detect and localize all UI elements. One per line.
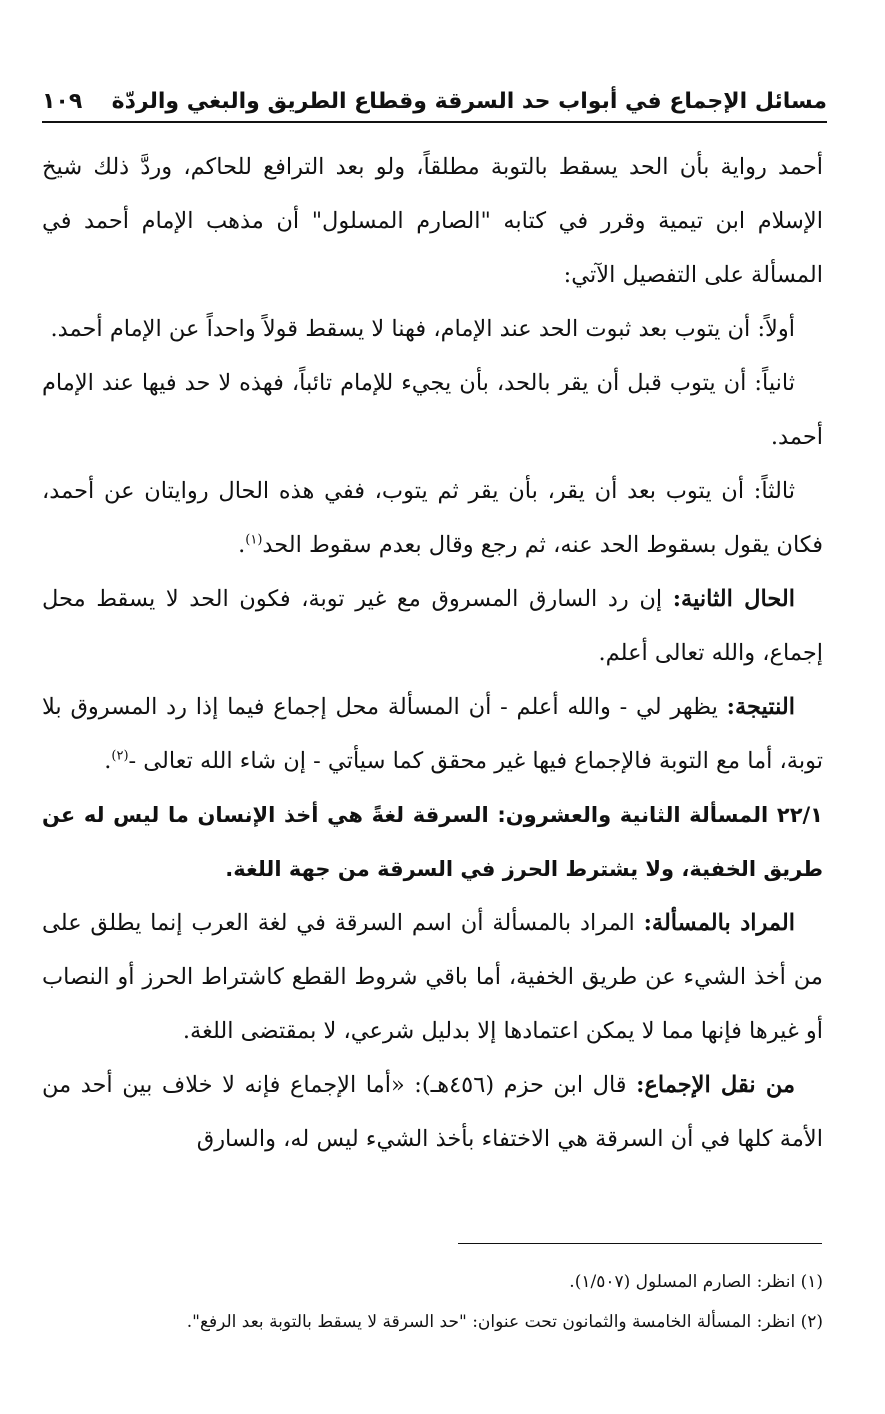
footnote-ref-1: (١) bbox=[245, 532, 263, 548]
case-two-text: إن رد السارق المسروق مع غير توبة، فكون الحد لا يسقط محل إجماع، والله تعالى أعلم. bbox=[42, 586, 823, 666]
paragraph-meaning bbox=[42, 896, 823, 1058]
meaning-text: المراد بالمسألة أن اسم السرقة في لغة العرب إنما يطلق على من أخذ الشيء عن طريق الخفية، أما باقي شروط القطع كاشتراط الحرز أو النصاب أو غيرها فإنها مما لا يمكن اعتمادها إلا بدليل شرعي، لا بمقتضى اللغة. bbox=[42, 910, 823, 1044]
paragraph-case-two bbox=[42, 572, 823, 680]
issue-heading: ٢٢/١ المسألة الثانية والعشرون: السرقة لغةً هي أخذ الإنسان ما ليس له عن طريق الخفية، ولا يشترط الحرز في السرقة من جهة اللغة. bbox=[42, 803, 823, 881]
result-label: النتيجة: bbox=[726, 694, 796, 720]
paragraph-result: النتيجة: يظهر لي - والله أعلم - أن المسألة محل إجماع فيما إذا رد المسروق بلا توبة، أما مع التوبة فالإجماع فيها غير محقق كما سيأتي - إن شاء الله تعالى -$^{(٢)}$. bbox=[42, 694, 823, 774]
footnote-ref-2: (٢) bbox=[111, 748, 129, 764]
consensus-label: من نقل الإجماع: bbox=[636, 1072, 796, 1098]
running-title: مسائل الإجماع في أبواب حد السرقة وقطاع الطريق والبغي والردّة bbox=[111, 89, 827, 114]
case-two-label: الحال الثانية: bbox=[672, 586, 796, 612]
paragraph-second: ثانياً: أن يتوب قبل أن يقر بالحد، بأن يجيء للإمام تائباً، فهذه لا حد فيها عند الإمام أحمد. bbox=[42, 370, 823, 450]
paragraph-intro: أحمد رواية بأن الحد يسقط بالتوبة مطلقاً، ولو بعد الترافع للحاكم، وردَّ ذلك شيخ الإسلام ابن تيمية وقرر في كتابه "الصارم المسلول" أن مذهب الإمام أحمد في المسألة على التفصيل الآتي: bbox=[42, 154, 823, 288]
footnote-2: (٢) انظر: المسألة الخامسة والثمانون تحت عنوان: "حد السرقة لا يسقط بالتوبة بعد الرفع". bbox=[186, 1312, 823, 1332]
meaning-label: المراد بالمسألة: bbox=[643, 910, 795, 936]
main-text bbox=[42, 140, 823, 1166]
footnote-rule bbox=[458, 1243, 822, 1244]
paragraph-first: أولاً: أن يتوب بعد ثبوت الحد عند الإمام، فهنا لا يسقط قولاً واحداً عن الإمام أحمد. bbox=[50, 316, 795, 342]
paragraph-third-text: ثالثاً: أن يتوب بعد أن يقر، بأن يقر ثم يتوب، ففي هذه الحال روايتان عن أحمد، فكان يقول بسقوط الحد عنه، ثم رجع وقال بعدم سقوط الحد bbox=[42, 478, 823, 558]
consensus-text: قال ابن حزم (٤٥٦هـ): «أما الإجماع فإنه لا خلاف بين أحد من الأمة كلها في أن السرقة هي الاختفاء بأخذ الشيء ليس له، والسارق bbox=[42, 1072, 823, 1152]
page-number: ١٠٩ bbox=[42, 89, 83, 114]
paragraph-third: ثالثاً: أن يتوب بعد أن يقر، بأن يقر ثم يتوب، ففي هذه الحال روايتان عن أحمد، فكان يقول بسقوط الحد عنه، ثم رجع وقال بعدم سقوط الحد$^{(١)}$. bbox=[42, 478, 823, 558]
result-text: يظهر لي - والله أعلم - أن المسألة محل إجماع فيما إذا رد المسروق بلا توبة، أما مع التوبة فالإجماع فيها غير محقق كما سيأتي - إن شاء الله تعالى - bbox=[42, 694, 823, 774]
paragraph-consensus bbox=[42, 1058, 823, 1166]
header-rule bbox=[42, 121, 827, 123]
footnote-1: (١) انظر: الصارم المسلول (١/٥٠٧). bbox=[569, 1272, 823, 1292]
running-header bbox=[42, 68, 827, 114]
footnotes bbox=[42, 1262, 823, 1342]
